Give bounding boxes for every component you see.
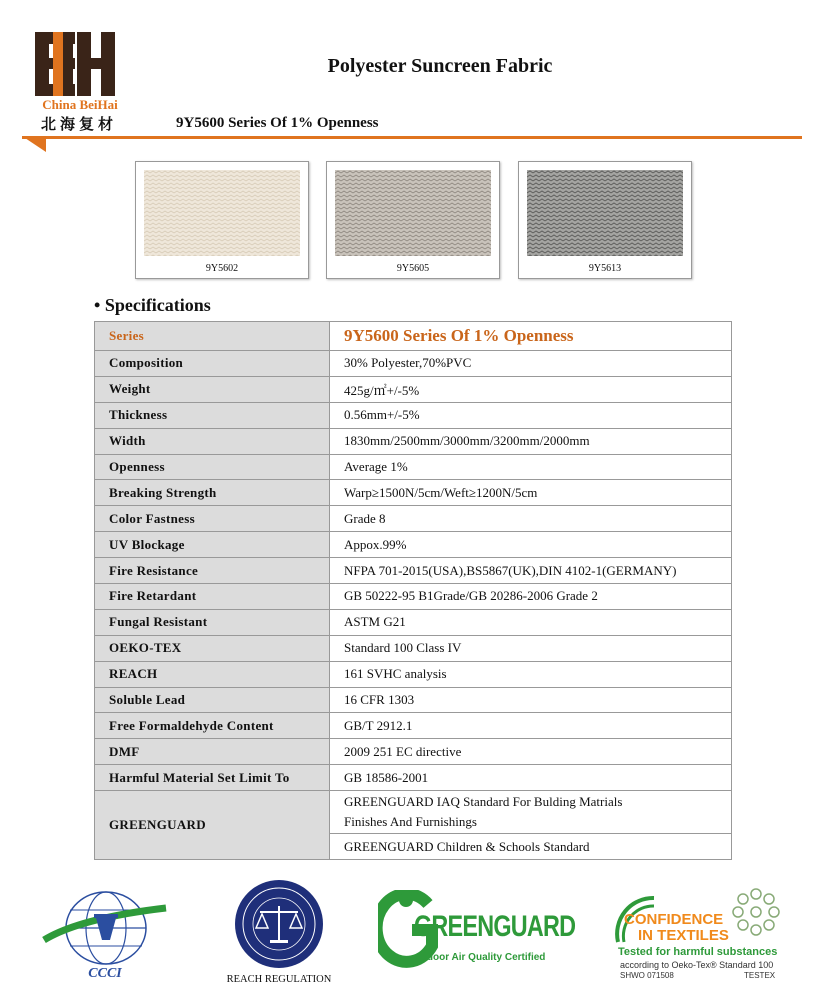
spec-value: Appox.99% <box>330 532 732 558</box>
spec-value: 0.56mm+/-5% <box>330 402 732 428</box>
swatch-card <box>518 161 692 279</box>
spec-value: ASTM G21 <box>330 609 732 635</box>
table-row <box>95 532 732 558</box>
spec-value: GB 18586-2001 <box>330 765 732 791</box>
table-row <box>95 558 732 584</box>
spec-value: 16 CFR 1303 <box>330 687 732 713</box>
spec-value: 9Y5600 Series Of 1% Openness <box>330 322 732 351</box>
swatch-code: 9Y5613 <box>588 263 622 274</box>
bullet: • <box>94 295 101 315</box>
spec-value: GREENGUARD Children & Schools Standard <box>330 834 732 860</box>
table-row <box>95 506 732 532</box>
table-row <box>95 713 732 739</box>
oeko-tex-logo <box>614 880 790 988</box>
table-row <box>95 661 732 687</box>
swatch-card <box>326 161 500 279</box>
table-row <box>95 687 732 713</box>
spec-value: 161 SVHC analysis <box>330 661 732 687</box>
spec-label: Free Formaldehyde Content <box>95 713 330 739</box>
spec-value: Grade 8 <box>330 506 732 532</box>
spec-value: Warp≥1500N/5cm/Weft≥1200N/5cm <box>330 480 732 506</box>
specifications-heading <box>94 295 211 316</box>
spec-value: GB/T 2912.1 <box>330 713 732 739</box>
spec-label: Openness <box>95 454 330 480</box>
spec-label: Fungal Resistant <box>95 609 330 635</box>
oeko-code: SHWO 071508 <box>620 971 674 980</box>
greenguard-tagline: Indoor Air Quality Certified <box>418 952 546 963</box>
table-row <box>95 402 732 428</box>
swatch-card <box>135 161 309 279</box>
spec-label: Fire Resistance <box>95 558 330 584</box>
spec-value <box>330 791 732 834</box>
spec-value: 30% Polyester,70%PVC <box>330 351 732 377</box>
logo-chinese-name: 北海复材 <box>40 115 117 133</box>
table-row <box>95 609 732 635</box>
spec-value-line: Finishes And Furnishings <box>344 814 477 830</box>
spec-label: REACH <box>95 661 330 687</box>
logo-english-name: China BeiHai <box>42 97 118 112</box>
reach-logo <box>222 878 336 990</box>
spec-value: GB 50222-95 B1Grade/GB 20286-2006 Grade 2 <box>330 584 732 610</box>
spec-label: Composition <box>95 351 330 377</box>
table-row <box>95 454 732 480</box>
spec-label: Harmful Material Set Limit To <box>95 765 330 791</box>
spec-value: Standard 100 Class IV <box>330 635 732 661</box>
greenguard-logo <box>378 890 574 980</box>
spec-label: Thickness <box>95 402 330 428</box>
spec-label: Breaking Strength <box>95 480 330 506</box>
spec-value: 425g/㎡+/-5% <box>330 376 732 402</box>
spec-label: Color Fastness <box>95 506 330 532</box>
spec-value: 1830mm/2500mm/3000mm/3200mm/2000mm <box>330 428 732 454</box>
fabric-swatch-image <box>527 170 683 256</box>
table-row <box>95 376 732 402</box>
spec-value: Average 1% <box>330 454 732 480</box>
specifications-table <box>94 321 732 860</box>
spec-value-line: GREENGUARD IAQ Standard For Bulding Matrials <box>344 794 623 810</box>
table-row <box>95 635 732 661</box>
spec-value: NFPA 701-2015(USA),BS5867(UK),DIN 4102-1(GERMANY) <box>330 558 732 584</box>
spec-label: DMF <box>95 739 330 765</box>
header-rule-arrow <box>22 136 46 152</box>
table-row <box>95 480 732 506</box>
swatch-code: 9Y5605 <box>396 263 430 274</box>
table-row <box>95 322 732 351</box>
spec-label: Weight <box>95 376 330 402</box>
swatch-code: 9Y5602 <box>205 263 239 274</box>
greenguard-wordmark: GREENGUARD <box>414 910 576 943</box>
spec-label: Soluble Lead <box>95 687 330 713</box>
oeko-headline-1: CONFIDENCE <box>624 911 724 928</box>
page-subtitle: 9Y5600 Series Of 1% Openness <box>176 115 379 131</box>
fabric-swatch-image <box>144 170 300 256</box>
spec-label: GREENGUARD <box>95 791 330 860</box>
oeko-according: according to Oeko-Tex® Standard 100 <box>620 960 774 970</box>
page-title: Polyester Suncreen Fabric <box>327 55 553 77</box>
table-row <box>95 584 732 610</box>
spec-label: OEKO-TEX <box>95 635 330 661</box>
spec-value: 2009 251 EC directive <box>330 739 732 765</box>
oeko-tested: Tested for harmful substances <box>618 946 778 958</box>
oeko-lab: TESTEX <box>744 971 776 980</box>
ccci-label: CCCI <box>88 966 122 981</box>
header-rule <box>132 136 802 139</box>
spec-label: Series <box>95 322 330 351</box>
oeko-headline-2: IN TEXTILES <box>638 927 729 944</box>
spec-label: Fire Retardant <box>95 584 330 610</box>
reach-label: REACH REGULATION <box>226 974 332 985</box>
spec-label: Width <box>95 428 330 454</box>
ccci-logo <box>40 888 170 988</box>
spec-label: UV Blockage <box>95 532 330 558</box>
specifications-title: Specifications <box>104 295 211 315</box>
table-row <box>95 765 732 791</box>
fabric-swatch-image <box>335 170 491 256</box>
table-row <box>95 791 732 834</box>
company-logo-mark <box>33 30 117 98</box>
table-row <box>95 351 732 377</box>
table-row <box>95 739 732 765</box>
table-row <box>95 428 732 454</box>
